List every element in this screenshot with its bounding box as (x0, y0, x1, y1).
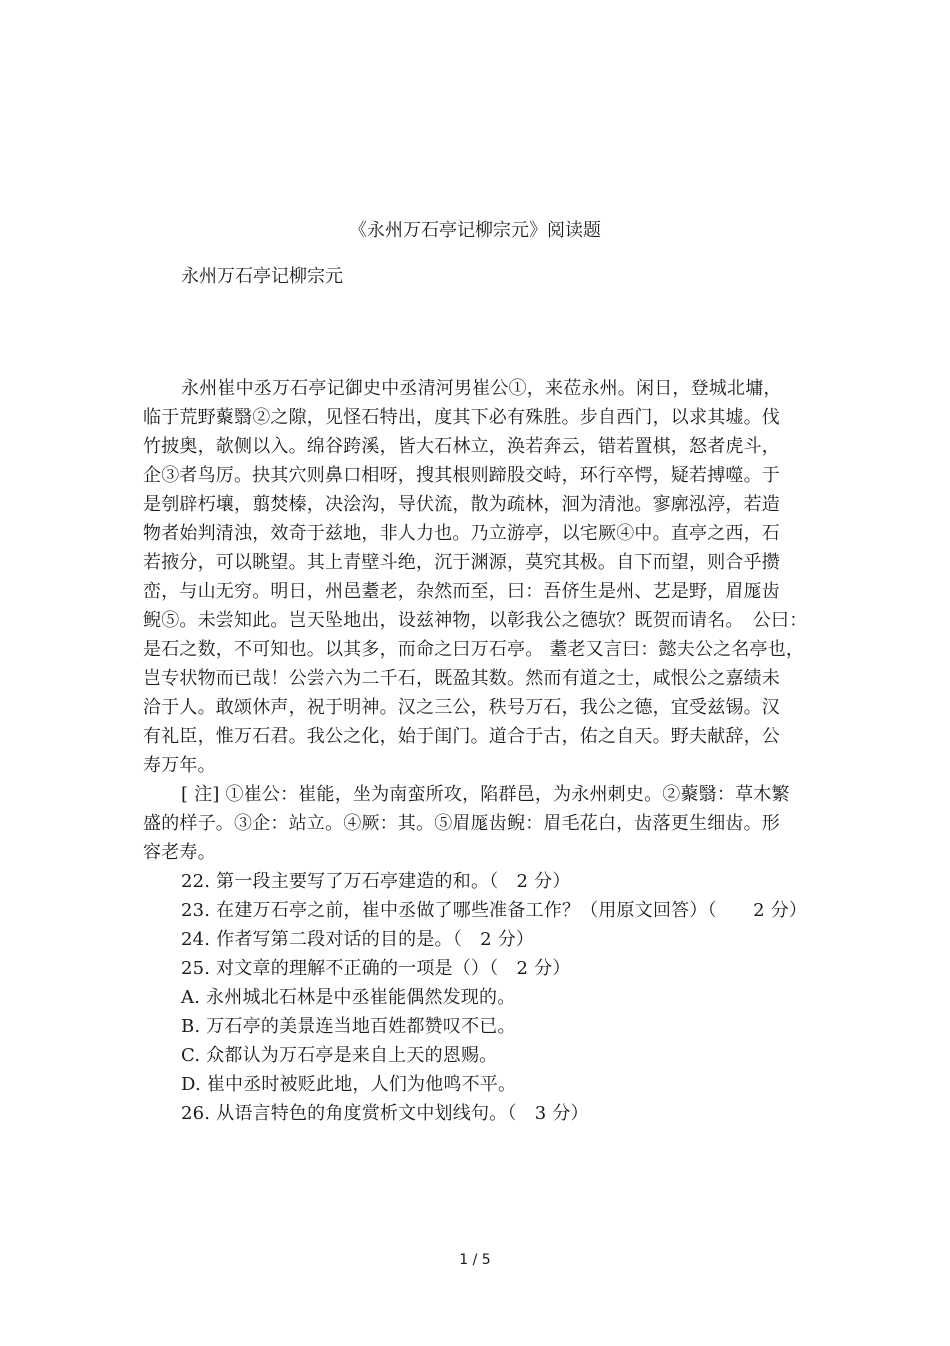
passage-line: 物者始判清浊，效奇于兹地，非人力也。乃立游亭，以宅厥④中。直亭之西，石 (143, 523, 780, 544)
option-a: A. 永州城北石林是中丞崔能偶然发现的。 (181, 987, 516, 1008)
passage-line: 有礼臣，惟万石君。我公之化，始于闺门。道合于古，佑之自天。野夫献辞，公 (143, 726, 780, 747)
question-22: 22. 第一段主要写了万石亭建造的和。（ 2 分） (181, 871, 571, 892)
note-line: 盛的样子。③企：站立。④厥：其。⑤眉厖齿鲵：眉毛花白，齿落更生细齿。形 (143, 813, 780, 834)
note-line: [ 注] ①崔公：崔能，坐为南蛮所攻，陷群邑，为永州刺史。②藂翳：草木繁 (181, 784, 790, 805)
option-b: B. 万石亭的美景连当地百姓都赞叹不已。 (181, 1016, 516, 1037)
option-d: D. 崔中丞时被贬此地，人们为他鸣不平。 (181, 1074, 517, 1095)
question-25: 25. 对文章的理解不正确的一项是（）（ 2 分） (181, 958, 571, 979)
passage-line: 岂专状物而已哉！公尝六为二千石，既盈其数。然而有道之士，咸恨公之嘉绩未 (143, 668, 780, 689)
passage-heading: 永州万石亭记柳宗元 (181, 266, 343, 287)
passage-line: 洽于人。敢颂休声，祝于明神。汉之三公，秩号万石，我公之德，宜受兹锡。汉 (143, 697, 780, 718)
question-24: 24. 作者写第二段对话的目的是。（ 2 分） (181, 929, 535, 950)
passage-line: 永州崔中丞万石亭记御史中丞清河男崔公①，来莅永州。闲日，登城北墉， (181, 378, 782, 399)
document-body (143, 374, 808, 1128)
question-26: 26. 从语言特色的角度赏析文中划线句。（ 3 分） (181, 1103, 589, 1124)
passage-line: 企③者鸟厉。抉其穴则鼻口相呀，搜其根则蹄股交峙，环行卒愕，疑若搏噬。于 (143, 465, 780, 486)
passage-line: 若掖分，可以眺望。其上青壁斗绝，沉于渊源，莫究其极。自下而望，则合乎攒 (143, 552, 780, 573)
passage-line: 是刳辟朽壤，翦焚榛，决浍沟，导伏流，散为疏林，洄为清池。寥廓泓渟，若造 (143, 494, 780, 515)
passage-line: 鲵⑤。未尝知此。岂天坠地出，设兹神物，以彰我公之德欤？既贺而请名。 公曰： (143, 610, 808, 631)
passage-line: 竹披奥，欹侧以入。绵谷跨溪，皆大石林立，涣若奔云，错若置棋，怒者虎斗， (143, 436, 780, 457)
passage-line: 峦，与山无穷。明日，州邑耋老，杂然而至，曰：吾侪生是州、艺是野，眉厖齿 (143, 581, 780, 602)
page-number: 1 / 5 (459, 1252, 491, 1268)
document-title: 《永州万石亭记柳宗元》阅读题 (349, 220, 601, 241)
question-23: 23. 在建万石亭之前，崔中丞做了哪些准备工作？（用原文回答）（ 2 分） (181, 900, 808, 921)
passage-line: 是石之数，不可知也。以其多，而命之曰万石亭。 耋老又言曰：懿夫公之名亭也， (143, 639, 805, 660)
passage-line: 寿万年。 (143, 755, 216, 776)
note-line: 容老寿。 (143, 842, 216, 863)
option-c: C. 众都认为万石亭是来自上天的恩赐。 (181, 1045, 498, 1066)
passage-line: 临于荒野藂翳②之隙，见怪石特出，度其下必有殊胜。步自西门，以求其墟。伐 (143, 407, 780, 428)
